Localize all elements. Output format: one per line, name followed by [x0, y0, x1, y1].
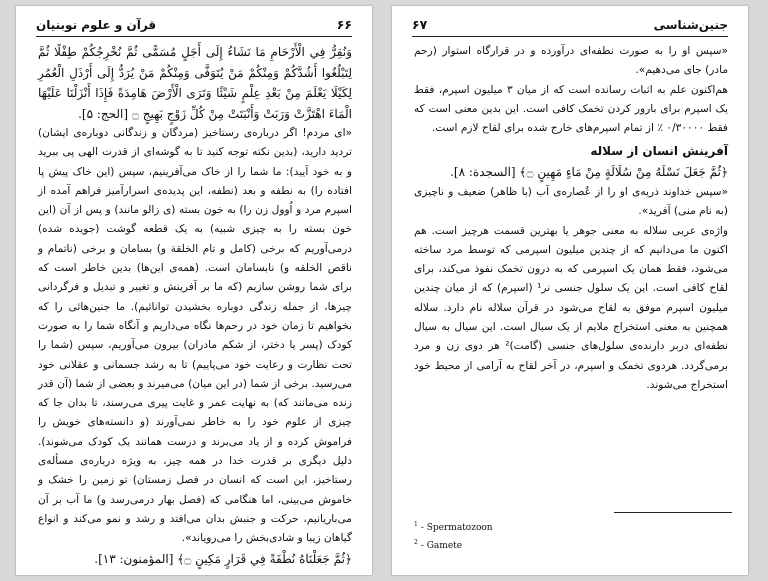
translation-paragraph: «سپس خداوند ذریه‌ی او را از عُصاره‌ی آب (با ظاهر) ضعیف و ناچیزی (به نام منی) آفرید».	[414, 185, 728, 218]
left-page-header	[36, 16, 352, 37]
body-paragraph: واژه‌ی عربی سلاله به معنی جوهر یا بهترین قسمت هرچیز است. هم اکنون ما می‌دانیم که از چندین میلیون اسپرمی که توسط مرد ساخته می‌شود، فقط همان یک اسپرمی که به درون تخمک نفوذ می‌کند، برای لقاح کافی است. این یک سلول جنسی نر¹ (اسپرم) که از میان چندین میلیون اسپرم موفق به لقاح می‌شود در قرآن سلاله نام دارد. سلاله همچنین به معنی استخراج ملایم از یک سیال است. این سیال به سیال نطفه‌ای دربر دارنده‌ی سلول‌های جنسی (گامت)² هر دوی زن و مرد برمی‌گردد. هردوی تخمک و اسپرم، در آخر لقاح به آرامی از محیط خود استخراج می‌شوند.	[414, 224, 728, 391]
footnote-text: - Spermatozoon	[420, 523, 493, 533]
section-heading: آفرینش انسان از سلاله	[590, 144, 728, 159]
right-page-number: ۶۷	[412, 17, 428, 32]
translation-paragraph: «ای مردم! اگر درباره‌ی رستاخیز (مردگان و زندگانی دوباره‌ی ایشان) تردید دارید، (بدین نکته توجه کنید تا به گوشه‌ای از قدرت الهی پی ببرید و به خود آیید): ما شما را از خاک می‌آفرینیم، سپس (این خاک پیش پا افتاده را) به نطفه و بعد (نطفه، این پدیده‌ی اسرارآمیز فراهم آمده از اسپرم مرد و اُوول زن را) به خون بسته (ی زالو مانند) و پس از آن (این خون بسته را به چیزی شبیه) به یک قطعه گوشت (جویده شده) درمی‌آوریم که برخی (کامل و تام الخلقة و) بسامان و برخی (ناتمام و ناقص الخلقه و) نابسامان است. (همه‌ی این‌ها) بدین خاطر است که برای شما روشن سازیم (که ما بر آفرینش و تغییر و تبدیل و فرگردانی چیزها، از جمله زندگی دوباره بخشیدن توانائیم). ما جنین‌هائی را که بخواهیم تا زمان خود در رحم‌ها نگاه می‌داریم و آنگاه شما را به صورت کودک (پسر یا دختر، از شکم مادران) بیرون می‌آوریم، سپس (شما را تحت نظارت و رعایت خود می‌پاییم) تا به رشد جسمانی و عقلانی خود می‌رسید. برخی از شما (در این میان) می‌میرند و بعضی از شما (آن قدر زنده می‌مانند که) به نهایت عمر و غایت پیری می‌رسند، تا بدان جا که چیزی از علوم خود را به خاطر نمی‌آورند (و دانسته‌های خویش را فراموش کرده و از یاد می‌برند و درست همانند یک کودک می‌شوند). دلیل دیگری بر قدرت خدا در همه چیز، به ویژه درباره‌ی مسأله‌ی رستاخیز، این است که انسان در فصل زمستان) تو زمین را خشک و خاموش می‌بینی، اما هنگامی که (فصل بهار درمی‌رسد و) ما آب بر آن می‌باریانیم، حرکت و جنبش بدان می‌افتد و رشد و نمو می‌کند و انواع گیاهان زیبا و شادی‌بخش را می‌رویاند».	[38, 127, 352, 545]
body-paragraph: هم‌اکنون علم به اثبات رسانده است که از میان ۳ میلیون اسپرم، فقط یک اسپرم برای بارور کردن تخمک کافی است. این بدین معنی است که فقط ۰/۳۰۰۰۰ ٪ از تمام اسپرم‌های خارج شده برای لقاح لازم است.	[414, 83, 729, 135]
footnote-divider	[614, 512, 732, 513]
footnote-item	[414, 539, 724, 551]
quran-verse: ﴿ثُمَّ جَعَلْنَاهُ نُطْفَةً فِي قَرَارٍ مَكِينٍ ۝﴾ [المؤمنون: ۱۳].	[94, 551, 352, 566]
left-page	[16, 6, 372, 575]
quran-verse: وَنُقِرُّ فِي الْأَرْحَامِ مَا نَشَاءُ إِلَى أَجَلٍ مُسَمًّى ثُمَّ نُخْرِجُكُمْ طِفْلًا ثُمَّ لِتَبْلُغُوا أَشُدَّكُمْ وَمِنْكُمْ مَنْ يُتَوَفَّى وَمِنْكُمْ مَنْ يُرَدُّ إِلَى أَرْذَلِ الْعُمُرِ لِكَيْلَا يَعْلَمَ مِنْ بَعْدِ عِلْمٍ شَيْئًا وَتَرَى الْأَرْضَ هَامِدَةً فَإِذَا أَنْزَلْنَا عَلَيْهَا الْمَاءَ اهْتَزَّتْ وَرَبَتْ وَأَنْبَتَتْ مِنْ كُلِّ زَوْجٍ بَهِيجٍ ۝ [الحج: ۵].	[38, 45, 352, 121]
right-page-body	[414, 42, 728, 395]
left-header-title: قرآن و علوم نوبنیان	[36, 18, 157, 32]
footnote-mark: 1	[414, 521, 418, 528]
right-page-header	[412, 16, 728, 37]
left-page-number: ۶۶	[336, 17, 352, 32]
right-header-title: جنین‌شناسی	[653, 18, 728, 32]
quran-verse: ﴿ثُمَّ جَعَلَ نَسْلَهُ مِنْ سُلَالَةٍ مِنْ مَاءٍ مَهِينٍ ۝﴾ [السجدة: ۸].	[450, 165, 728, 180]
translation-paragraph: «سپس او را به صورت نطفه‌ای درآورده و در قرارگاه استوار (رحم مادر) جای می‌دهیم».	[414, 45, 728, 77]
footnotes	[414, 512, 724, 557]
right-page	[392, 6, 748, 575]
left-page-body	[38, 42, 352, 569]
footnote-item	[414, 521, 724, 533]
footnote-text: - Gamete	[420, 541, 463, 551]
footnote-mark: 2	[414, 539, 418, 546]
